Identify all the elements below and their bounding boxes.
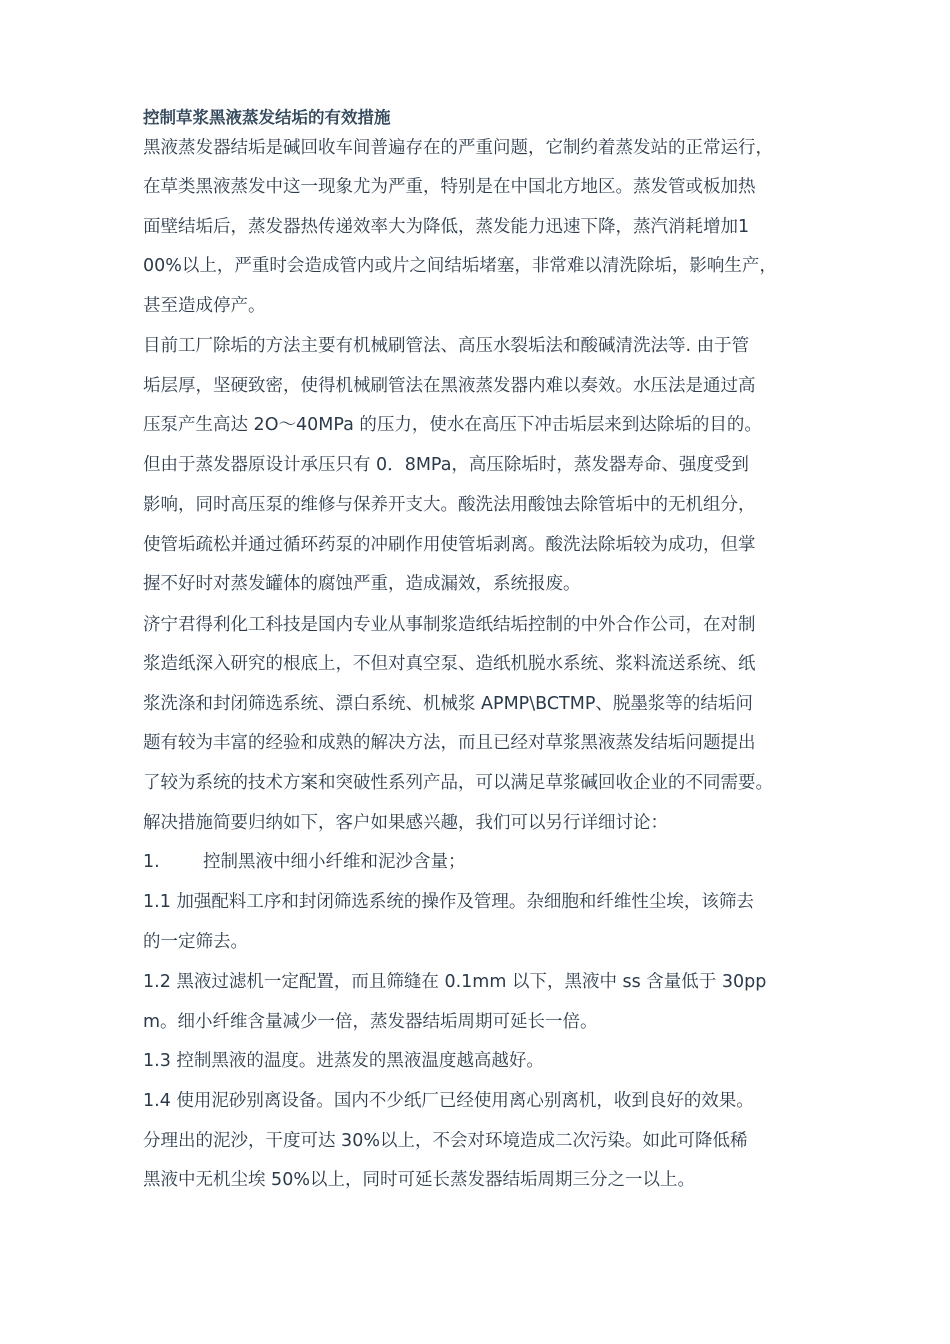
- paragraph-2-line-2: 垢层厚，坚硬致密，使得机械刷管法在黑液蒸发器内难以奏效。水压法是通过高: [143, 376, 756, 396]
- sub-item-1-4-line-1: 1.4 使用泥砂别离设备。国内不少纸厂已经使用离心别离机，收到良好的效果。: [143, 1091, 754, 1111]
- list-item-1: [143, 850, 466, 874]
- paragraph-2-line-6: 使管垢疏松并通过循环药泵的冲刷作用使管垢剥离。酸洗法除垢较为成功，但掌: [143, 535, 756, 555]
- paragraph-1-line-3: 面壁结垢后，蒸发器热传递效率大为降低，蒸发能力迅速下降，蒸汽消耗增加1: [143, 217, 750, 237]
- paragraph-3-line-5: 了较为系统的技术方案和突破性系列产品，可以满足草浆碱回收企业的不同需要。: [143, 773, 773, 793]
- sub-item-1-3-line-1: 1.3 控制黑液的温度。进蒸发的黑液温度越高越好。: [143, 1051, 544, 1071]
- sub-item-1-2-line-2: m。细小纤维含量减少一倍，蒸发器结垢周期可延长一倍。: [143, 1012, 598, 1032]
- list-item-number: 1.: [143, 852, 160, 872]
- paragraph-3-line-1: 济宁君得利化工科技是国内专业从事制浆造纸结垢控制的中外合作公司，在对制: [143, 615, 756, 635]
- paragraph-1-line-4: 00%以上，严重时会造成管内或片之间结垢堵塞，非常难以清洗除垢，影响生产，: [143, 256, 777, 276]
- paragraph-2-line-7: 握不好时对蒸发罐体的腐蚀严重，造成漏效，系统报废。: [143, 574, 581, 594]
- paragraph-2-line-3: 压泵产生高达 2O～40MPa 的压力，使水在高压下冲击垢层来到达除垢的目的。: [143, 415, 762, 435]
- sub-item-1-2-line-1: 1.2 黑液过滤机一定配置，而且筛缝在 0.1mm 以下，黑液中 ss 含量低于 30pp: [143, 972, 767, 992]
- paragraph-2-line-4: 但由于蒸发器原设计承压只有 0．8MPa，高压除垢时，蒸发器寿命、强度受到: [143, 455, 749, 475]
- paragraph-1-line-2: 在草类黑液蒸发中这一现象尤为严重，特别是在中国北方地区。蒸发管或板加热: [143, 177, 756, 197]
- sub-item-1-1-line-2: 的一定筛去。: [143, 932, 248, 952]
- paragraph-4-line-1: 解决措施简要归纳如下，客户如果感兴趣，我们可以另行详细讨论：: [143, 813, 668, 833]
- paragraph-1-line-1: 黑液蒸发器结垢是碱回收车间普遍存在的严重问题，它制约着蒸发站的正常运行，: [143, 138, 773, 158]
- paragraph-3-line-2: 浆造纸深入研究的根底上，不但对真空泵、造纸机脱水系统、浆料流送系统、纸: [143, 654, 756, 674]
- document-title: 控制草浆黑液蒸发结垢的有效措施: [143, 108, 391, 127]
- sub-item-1-1-line-1: 1.1 加强配料工序和封闭筛选系统的操作及管理。杂细胞和纤维性尘埃，该筛去: [143, 892, 754, 912]
- paragraph-3-line-4: 题有较为丰富的经验和成熟的解决方法，而且已经对草浆黑液蒸发结垢问题提出: [143, 733, 756, 753]
- paragraph-2-line-1: 目前工厂除垢的方法主要有机械刷管法、高压水裂垢法和酸碱清洗法等. 由于管: [143, 336, 750, 356]
- paragraph-3-line-3: 浆洗涤和封闭筛选系统、漂白系统、机械浆 APMP\BCTMP、脱墨浆等的结垢问: [143, 694, 753, 714]
- list-item-text: 控制黑液中细小纤维和泥沙含量；: [203, 852, 466, 872]
- paragraph-2-line-5: 影响，同时高压泵的维修与保养开支大。酸洗法用酸蚀去除管垢中的无机组分，: [143, 495, 756, 515]
- sub-item-1-4-line-3: 黑液中无机尘埃 50%以上，同时可延长蒸发器结垢周期三分之一以上。: [143, 1170, 695, 1190]
- sub-item-1-4-line-2: 分理出的泥沙，干度可达 30%以上，不会对环境造成二次污染。如此可降低稀: [143, 1131, 748, 1151]
- paragraph-1-line-5: 甚至造成停产。: [143, 296, 266, 316]
